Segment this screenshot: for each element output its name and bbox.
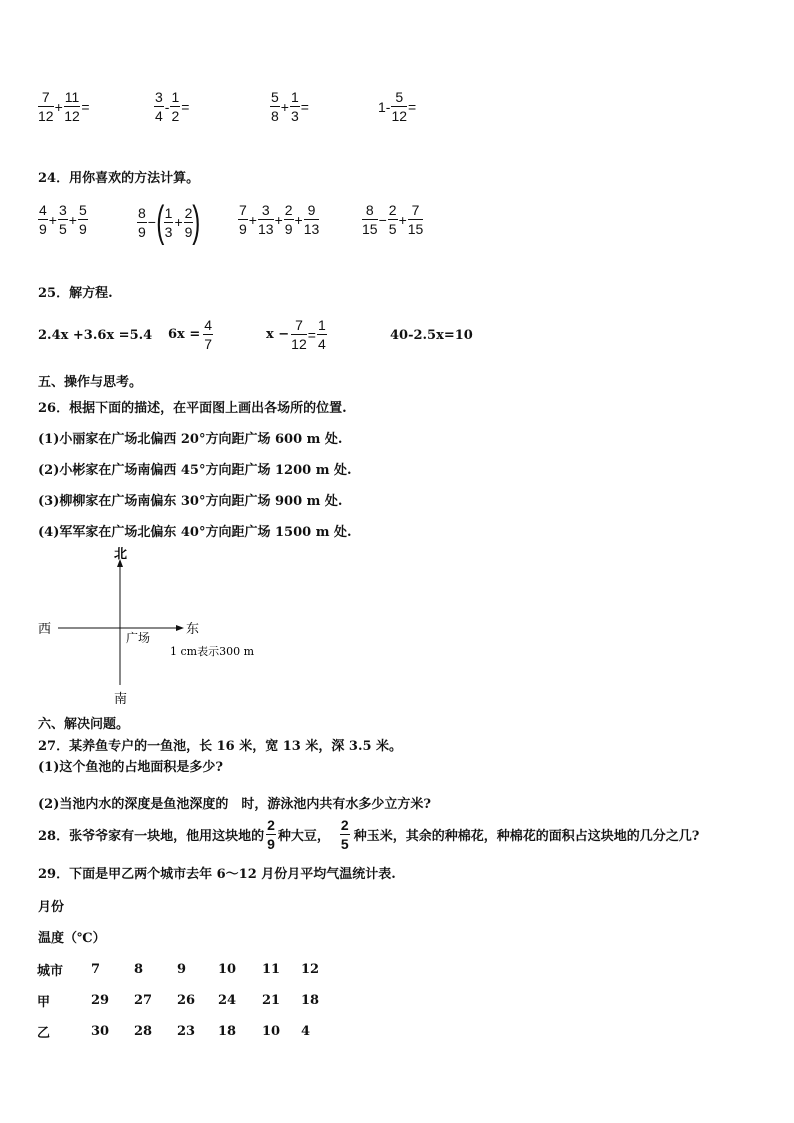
fraction: $\frac{5}{8}$ xyxy=(271,89,279,124)
q27-part-1: (1)这个鱼池的占地面积是多少? xyxy=(38,760,223,775)
question-24-title: 24．用你喜欢的方法计算。 xyxy=(38,171,200,186)
fraction: $\frac{3}{5}$ xyxy=(58,202,67,237)
south-label: 南 xyxy=(114,692,128,707)
east-arrow-icon xyxy=(176,625,184,631)
question-25-title: 25．解方程. xyxy=(38,286,113,301)
table-cell: 11 xyxy=(262,962,281,977)
fraction: $\frac{11}{12}$ xyxy=(64,89,80,124)
fraction: $\frac{1}{4}$ xyxy=(317,317,326,352)
table-cell: 28 xyxy=(134,1024,153,1039)
table-row xyxy=(36,954,332,985)
table-cell: 26 xyxy=(177,993,196,1008)
q26-item-4: (4)军军家在广场北偏东 40°方向距广场 1500 m 处. xyxy=(38,525,352,540)
question-27-title: 27．某养鱼专户的一鱼池，长 16 米，宽 13 米，深 3.5 米。 xyxy=(38,739,403,754)
table-cell: 8 xyxy=(134,962,144,977)
table-row xyxy=(36,985,332,1016)
calc-1-minus-5-12: 1- $\frac{5}{12}$ = xyxy=(378,89,417,124)
compass-plan-diagram xyxy=(30,545,280,710)
q25-equation-4: 40-2.5x=10 xyxy=(390,328,473,343)
north-label: 北 xyxy=(114,547,128,562)
q26-item-2: (2)小彬家在广场南偏西 45°方向距广场 1200 m 处. xyxy=(38,463,352,478)
section-6-heading: 六、解决问题。 xyxy=(38,717,130,732)
table-cell: 18 xyxy=(218,1024,237,1039)
scale-label: 1 cm表示300 m xyxy=(170,645,255,658)
table-cell: 18 xyxy=(301,993,320,1008)
fraction: $\frac{2}{5}$ xyxy=(388,202,397,237)
table-cell: 27 xyxy=(134,993,153,1008)
fraction: $\frac{2}{9}$ xyxy=(184,204,193,240)
calc-3-4-minus-1-2: $\frac{3}{4}$ - $\frac{1}{2}$ = xyxy=(155,89,190,124)
table-cell: 10 xyxy=(218,962,237,977)
month-label: 月份 xyxy=(38,900,65,915)
table-cell: 30 xyxy=(91,1024,110,1039)
fraction: $\frac{2}{9}$ xyxy=(267,817,275,852)
section-5-heading: 五、操作与思考。 xyxy=(38,375,143,390)
fraction: $\frac{8}{15}$ xyxy=(362,202,378,237)
center-label: 广场 xyxy=(126,631,151,645)
calc-7-12-plus-11-12: $\frac{7}{12}$ + $\frac{11}{12}$ = xyxy=(38,89,90,124)
table-cell: 23 xyxy=(177,1024,196,1039)
calc-5-8-plus-1-3: $\frac{5}{8}$ + $\frac{1}{3}$ = xyxy=(271,89,309,124)
q24-expression-4: $\frac{8}{15}$ − $\frac{2}{5}$ + $\frac{7}{15}$ xyxy=(362,202,424,237)
question-26-title: 26．根据下面的描述，在平面图上画出各场所的位置. xyxy=(38,401,347,416)
fraction: $\frac{2}{9}$ xyxy=(284,202,293,237)
fraction: $\frac{3}{13}$ xyxy=(257,202,274,237)
west-label: 西 xyxy=(38,622,52,637)
q25-equation-2: 6x = $\frac{4}{7}$ xyxy=(168,317,213,352)
fraction: $\frac{5}{9}$ xyxy=(78,202,87,237)
left-parenthesis: ( xyxy=(156,197,165,246)
fraction: $\frac{1}{2}$ xyxy=(171,89,180,124)
fraction: $\frac{9}{13}$ xyxy=(303,202,320,237)
fraction: $\frac{4}{7}$ xyxy=(204,317,213,352)
table-cell: 4 xyxy=(301,1024,311,1039)
fraction: $\frac{1}{3}$ xyxy=(290,89,299,124)
q26-item-1: (1)小丽家在广场北偏西 20°方向距广场 600 m 处. xyxy=(38,432,343,447)
table-cell: 9 xyxy=(177,962,187,977)
table-cell: 7 xyxy=(91,962,101,977)
question-29-title: 29．下面是甲乙两个城市去年 6～12 月份月平均气温统计表. xyxy=(38,867,396,882)
temperature-table xyxy=(36,954,332,1047)
fraction: $\frac{1}{3}$ xyxy=(164,204,173,240)
fraction: $\frac{5}{12}$ xyxy=(391,89,408,124)
fraction: $\frac{4}{9}$ xyxy=(39,202,47,237)
question-28: 28．张爷爷家有一块地，他用这块地的 $\frac{2}{9}$ 种大豆， $\frac{2}{5}$ 种玉米，其余的种棉花，种棉花的面积占这块地的几分之几? xyxy=(38,817,700,852)
fraction: $\frac{8}{9}$ xyxy=(138,204,146,240)
fraction: $\frac{7}{15}$ xyxy=(407,202,424,237)
table-cell: 甲 xyxy=(37,995,51,1010)
q24-expression-2: $\frac{8}{9}$ − ( $\frac{1}{3}$ + $\frac{2}{9}$ ) xyxy=(138,197,201,246)
table-row xyxy=(36,1016,332,1047)
fraction: $\frac{7}{12}$ xyxy=(38,89,54,124)
fraction: $\frac{7}{12}$ xyxy=(291,317,307,352)
table-cell: 乙 xyxy=(37,1026,51,1041)
right-parenthesis: ) xyxy=(192,197,201,246)
q24-expression-1: $\frac{4}{9}$ + $\frac{3}{5}$ + $\frac{5}{9}$ xyxy=(39,202,87,237)
table-cell: 10 xyxy=(262,1024,281,1039)
q27-part-2: (2)当池内水的深度是鱼池深度的 时，游泳池内共有水多少立方米? xyxy=(38,797,431,812)
fraction: $\frac{2}{5}$ xyxy=(340,817,349,852)
east-label: 东 xyxy=(186,622,200,637)
table-cell: 12 xyxy=(301,962,320,977)
table-cell: 24 xyxy=(218,993,237,1008)
q24-expression-3: $\frac{7}{9}$ + $\frac{3}{13}$ + $\frac{2}{9}$ + $\frac{9}{13}$ xyxy=(239,202,320,237)
q25-equation-1: 2.4x +3.6x =5.4 xyxy=(38,328,153,343)
table-cell: 29 xyxy=(91,993,110,1008)
table-cell: 城市 xyxy=(37,964,64,979)
temperature-label: 温度（℃） xyxy=(38,931,106,946)
fraction: $\frac{3}{4}$ xyxy=(155,89,163,124)
fraction: $\frac{7}{9}$ xyxy=(239,202,247,237)
table-cell: 21 xyxy=(262,993,281,1008)
q26-item-3: (3)柳柳家在广场南偏东 30°方向距广场 900 m 处. xyxy=(38,494,343,509)
q25-equation-3: x − $\frac{7}{12}$ = $\frac{1}{4}$ xyxy=(266,317,326,352)
